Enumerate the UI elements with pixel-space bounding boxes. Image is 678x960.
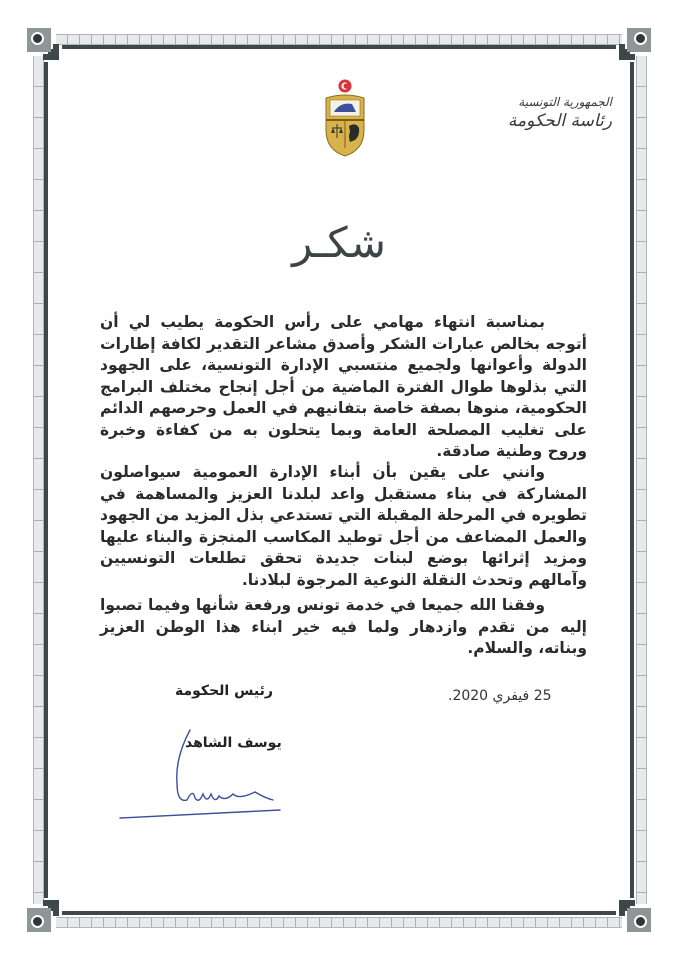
frame-border-left	[33, 56, 44, 904]
letterhead	[508, 95, 612, 131]
letter-title: شكـر	[292, 218, 386, 267]
coat-of-arms-icon	[322, 78, 368, 158]
letter-paragraph-3	[100, 595, 587, 660]
frame-line-bottom	[62, 911, 616, 915]
letter-date: 25 فيفري 2020.	[448, 688, 552, 704]
handwritten-signature	[115, 728, 285, 823]
frame-corner-ornament	[27, 28, 61, 62]
letterhead-republic: الجمهورية التونسية	[518, 95, 612, 109]
paragraph-text: بمناسبة انتهاء مهامي على رأس الحكومة يطيب لي أن أتوجه بخالص عبارات الشكر وأصدق مشاعر التقدير لكافة إطارات الدولة وأعوانها ولجميع منتسبي الإدارة التونسية، على الجهود التي بذلوها طوال الفترة الماضية من أجل إنجاح مختلف البرامج الحكومية، منوها بصفة خاصة بتفانيهم في العمل وحرصهم الدائم على تغليب المصلحة العامة وبما يتحلون به من كفاءة وخبرة وروح وطنية صادقة.	[100, 313, 587, 460]
letter-paragraph-2	[100, 462, 587, 591]
frame-corner-ornament	[27, 898, 61, 932]
signatory-name: يوسف الشاهد	[185, 735, 282, 751]
frame-border-bottom	[56, 917, 622, 928]
letterhead-presidency: رئاسة الحكومة	[507, 111, 612, 131]
signatory-title: رئيس الحكومة	[175, 683, 273, 699]
paragraph-text	[100, 595, 587, 660]
frame-line-left	[44, 62, 48, 898]
frame-corner-ornament	[617, 28, 651, 62]
frame-border-right	[636, 56, 647, 904]
paragraph-body: وفقنا الله جميعا في خدمة تونس ورفعة شأنها وفيما تصبوا إليه من تقدم وازدهار ولما فيه خير ابناء هذا الوطن العزيز وبناته،	[100, 596, 587, 657]
frame-border-top	[56, 34, 622, 45]
frame-line-top	[62, 45, 616, 49]
closing-salutation: والسلام.	[467, 639, 533, 657]
frame-line-right	[630, 62, 634, 898]
paragraph-text: وانني على يقين بأن أبناء الإدارة العمومية سيواصلون المشاركة في بناء مستقبل واعد لبلدنا العزيز والمساهمة في تطويره في المرحلة المقبلة التي تستدعي بذل المزيد من الجهود والعمل المضاعف من أجل توطيد المكاسب المنجزة والبناء عليها ومزيد إثرائها بوضع لبنات جديدة تحقق تطلعات التونسيين وآمالهم وتحدث النقلة النوعية المرجوة لبلادنا.	[100, 463, 587, 589]
frame-corner-ornament	[617, 898, 651, 932]
letter-paragraph-1	[100, 312, 587, 463]
